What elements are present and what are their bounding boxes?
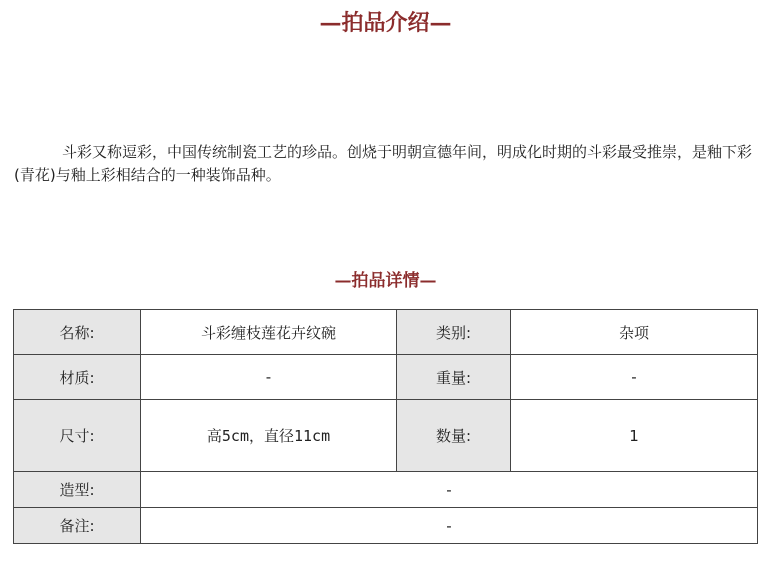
material-label: 材质: xyxy=(14,355,141,400)
shape-value: - xyxy=(141,472,758,508)
details-table xyxy=(13,309,758,544)
quantity-label: 数量: xyxy=(397,400,511,472)
details-title: —拍品详情— xyxy=(334,271,437,291)
weight-label: 重量: xyxy=(397,355,511,400)
note-value: - xyxy=(141,508,758,544)
category-label: 类别: xyxy=(397,310,511,355)
table-row xyxy=(14,508,758,544)
table-row xyxy=(14,400,758,472)
note-label: 备注: xyxy=(14,508,141,544)
table-row xyxy=(14,310,758,355)
table-row xyxy=(14,355,758,400)
size-value: 高5cm，直径11cm xyxy=(141,400,397,472)
shape-label: 造型: xyxy=(14,472,141,508)
quantity-value: 1 xyxy=(511,400,758,472)
material-value: - xyxy=(141,355,397,400)
size-label: 尺寸: xyxy=(14,400,141,472)
name-label: 名称: xyxy=(14,310,141,355)
category-value: 杂项 xyxy=(511,310,758,355)
name-value: 斗彩缠枝莲花卉纹碗 xyxy=(141,310,397,355)
table-row xyxy=(14,472,758,508)
page-title: —拍品介绍— xyxy=(319,10,452,36)
weight-value: - xyxy=(511,355,758,400)
intro-paragraph: 斗彩又称逗彩，中国传统制瓷工艺的珍品。创烧于明朝宣德年间，明成化时期的斗彩最受推崇，是釉下彩(青花)与釉上彩相结合的一种装饰品种。 xyxy=(14,143,753,184)
